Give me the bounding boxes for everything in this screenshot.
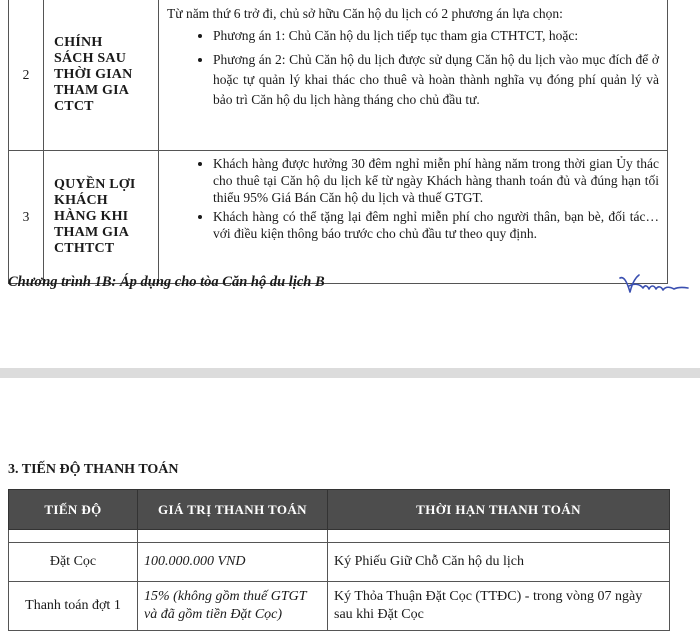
document-page-bottom [0, 378, 700, 631]
table-row [9, 151, 668, 284]
deadline-cell: Ký Phiếu Giữ Chỗ Căn hộ du lịch [328, 543, 670, 582]
heading-line: THAM GIA [54, 83, 130, 98]
section-title: 3. TIẾN ĐỘ THANH TOÁN [8, 462, 179, 477]
column-header: GIÁ TRỊ THANH TOÁN [138, 490, 328, 530]
intro-text: Từ năm thứ 6 trở đi, chủ sở hữu Căn hộ du lịch có 2 phương án lựa chọn: [167, 6, 563, 21]
list-item: • Phương án 1: Chủ Căn hộ du lịch tiếp tục tham gia CTHTCT, hoặc: [213, 26, 659, 46]
page-separator [0, 368, 700, 378]
spacer-cell [328, 530, 670, 543]
stage-cell: Đặt Cọc [9, 543, 138, 582]
deadline-cell: Ký Thỏa Thuận Đặt Cọc (TTĐC) - trong vòng 07 ngày sau khi Đặt Cọc [328, 582, 670, 631]
heading-line: HÀNG KHI [54, 209, 129, 224]
row-heading [44, 151, 159, 284]
column-header: THỜI HẠN THANH TOÁN [328, 490, 670, 530]
heading-line: THAM GIA [54, 225, 130, 240]
table-spacer-row [9, 530, 670, 543]
heading-line: QUYỀN LỢI [54, 177, 136, 192]
spacer-cell [138, 530, 328, 543]
bullet-list [167, 26, 659, 110]
row-number: 2 [9, 0, 44, 151]
row-heading [44, 0, 159, 151]
table-row [9, 0, 668, 151]
signature-icon [618, 272, 690, 298]
program-caption: Chương trình 1B: Áp dụng cho tòa Căn hộ du lịch B [8, 274, 325, 290]
list-item: • Khách hàng có thể tặng lại đêm nghỉ miễn phí cho người thân, bạn bè, đối tác… với điều kiện thông báo trước cho chủ đầu tư theo quy định. [213, 208, 659, 242]
heading-line: CTCT [54, 99, 94, 114]
column-header: TIẾN ĐỘ [9, 490, 138, 530]
heading-line: CTHTCT [54, 241, 115, 256]
heading-line: THỜI GIAN [54, 67, 133, 82]
policy-table [8, 0, 668, 284]
row-number: 3 [9, 151, 44, 284]
table-row [9, 582, 670, 631]
table-row [9, 543, 670, 582]
bullet-list [167, 155, 659, 242]
value-cell: 15% (không gồm thuế GTGT và đã gồm tiền Đặt Cọc) [138, 582, 328, 631]
stage-cell: Thanh toán đợt 1 [9, 582, 138, 631]
payment-schedule-table [8, 489, 670, 631]
list-item: • Phương án 2: Chủ Căn hộ du lịch được sử dụng Căn hộ du lịch vào mục đích để ở hoặc tự quản lý khai thác cho thuê và hoàn thành nghĩa vụ đóng phí quản lý và bảo trì Căn hộ du lịch hàng tháng cho chủ đầu tư. [213, 50, 659, 110]
row-content [159, 0, 668, 151]
spacer-cell [9, 530, 138, 543]
heading-line: SÁCH SAU [54, 51, 127, 66]
heading-line: CHÍNH [54, 35, 103, 50]
table-header-row [9, 490, 670, 530]
list-item: • Khách hàng được hưởng 30 đêm nghỉ miễn phí hàng năm trong thời gian Ủy thác cho thuê tại Căn hộ du lịch kể từ ngày Khách hàng thanh toán đủ và đúng hạn tối thiểu 95% Giá Bán Căn hộ du lịch và thuế GTGT. [213, 155, 659, 206]
row-content [159, 151, 668, 284]
heading-line: KHÁCH [54, 193, 108, 208]
value-cell: 100.000.000 VND [138, 543, 328, 582]
